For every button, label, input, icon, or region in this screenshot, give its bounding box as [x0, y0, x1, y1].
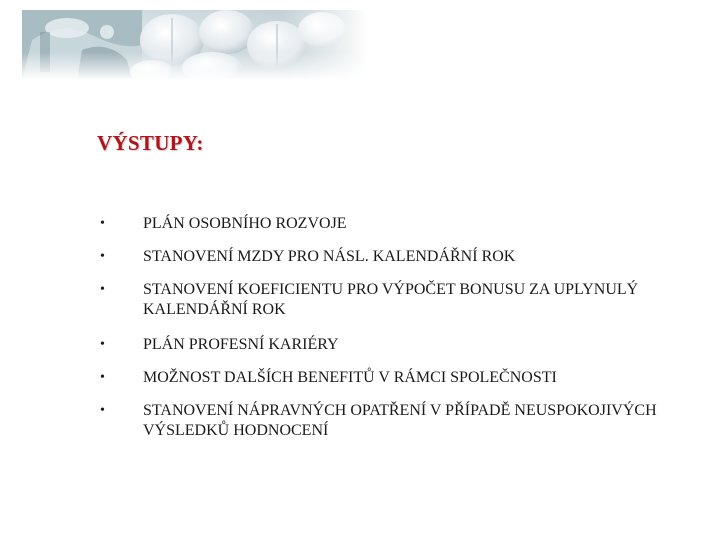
list-item — [97, 335, 657, 355]
list-item-text: STANOVENÍ KOEFICIENTU PRO VÝPOČET BONUSU ZA UPLYNULÝ KALENDÁŘNÍ ROK — [143, 281, 639, 318]
outputs-list — [97, 214, 657, 456]
list-item-text: MOŽNOST DALŠÍCH BENEFITŮ V RÁMCI SPOLEČNOSTI — [143, 369, 557, 386]
bullet-icon: • — [100, 282, 105, 297]
pills-photo-image — [22, 10, 368, 80]
bullet-icon: • — [100, 337, 105, 352]
list-item — [97, 247, 657, 267]
list-item-text: PLÁN PROFESNÍ KARIÉRY — [143, 336, 339, 353]
bullet-icon: • — [100, 403, 105, 418]
list-item — [97, 214, 657, 234]
header-photo — [22, 10, 368, 80]
list-item — [97, 280, 657, 320]
list-item-text: PLÁN OSOBNÍHO ROZVOJE — [143, 215, 347, 232]
bullet-icon: • — [100, 370, 105, 385]
list-item — [97, 401, 657, 441]
bullet-icon: • — [100, 216, 105, 231]
list-item-text: STANOVENÍ MZDY PRO NÁSL. KALENDÁŘNÍ ROK — [143, 248, 516, 265]
slide-title: VÝSTUPY: — [97, 131, 204, 155]
list-item-text: STANOVENÍ NÁPRAVNÝCH OPATŘENÍ V PŘÍPADĚ NEUSPOKOJIVÝCH VÝSLEDKŮ HODNOCENÍ — [143, 402, 657, 439]
bullet-icon: • — [100, 249, 105, 264]
list-item — [97, 368, 657, 388]
